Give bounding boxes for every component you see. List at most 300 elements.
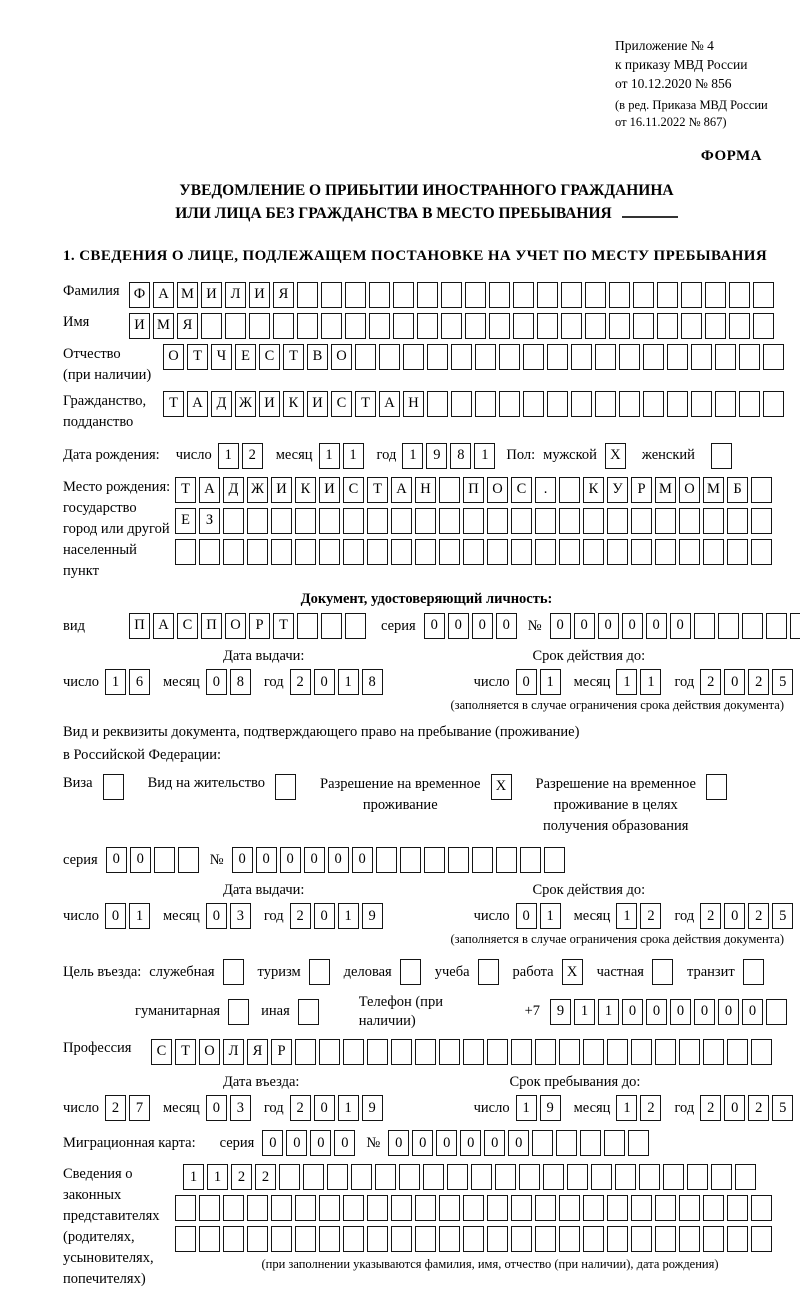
form-cell	[295, 539, 316, 565]
form-cell	[751, 1039, 772, 1065]
form-cell: Ж	[235, 391, 256, 417]
form-cell: 0	[496, 613, 517, 639]
form-cell: Я	[177, 313, 198, 339]
form-cell	[271, 508, 292, 534]
form-cell	[583, 1039, 604, 1065]
form-cell	[487, 1039, 508, 1065]
form-cell: Т	[187, 344, 208, 370]
doc-number-label: №	[527, 617, 542, 634]
form-cell	[703, 1195, 724, 1221]
surname-label: Фамилия	[63, 282, 120, 299]
form-cell: 0	[598, 613, 619, 639]
form-cell	[679, 1226, 700, 1252]
form-cell: 6	[129, 669, 150, 695]
form-cell	[343, 539, 364, 565]
form-cell: 1	[474, 443, 495, 469]
form-cell: 2	[700, 669, 721, 695]
form-cell	[472, 847, 493, 873]
stay-until-date: число 1 9 месяц 1 2 год 2 0 2 5	[474, 1095, 797, 1121]
form-cell: 0	[550, 613, 571, 639]
form-cell	[705, 282, 726, 308]
doc-issue-date: число 1 6 месяц 0 8 год 2 0 1 8	[63, 669, 386, 695]
form-cell: 1	[105, 669, 126, 695]
form-cell	[523, 344, 544, 370]
temp-residence-checkbox: X	[491, 774, 512, 800]
form-cell: Ч	[211, 344, 232, 370]
doc-series-cells	[424, 613, 520, 639]
form-cell	[729, 282, 750, 308]
form-cell: С	[331, 391, 352, 417]
form-cell	[763, 391, 784, 417]
form-cell	[679, 539, 700, 565]
migration-card-label: Миграционная карта:	[63, 1134, 196, 1151]
form-cell: 0	[508, 1130, 529, 1156]
form-cell: Т	[273, 613, 294, 639]
migration-series-label: серия	[219, 1134, 255, 1151]
form-cell: М	[177, 282, 198, 308]
form-cell: 1	[616, 669, 637, 695]
form-cell	[703, 1226, 724, 1252]
form-cell	[718, 613, 739, 639]
form-cell: Т	[163, 391, 184, 417]
form-cell: О	[487, 477, 508, 503]
sex-female-label: женский	[641, 447, 695, 464]
form-cell: 0	[424, 613, 445, 639]
form-cell	[583, 1226, 604, 1252]
form-cell: Т	[367, 477, 388, 503]
form-cell	[751, 1195, 772, 1221]
form-cell	[297, 282, 318, 308]
form-cell	[415, 508, 436, 534]
form-cell: 1	[338, 903, 359, 929]
form-cell: П	[201, 613, 222, 639]
legal-representatives-block	[63, 1164, 790, 1290]
form-cell: 0	[388, 1130, 409, 1156]
purpose-study-label: учеба	[434, 964, 470, 981]
form-cell	[379, 344, 400, 370]
form-cell	[271, 1226, 292, 1252]
option-residence-permit: Вид на жительство	[148, 774, 296, 800]
form-cell	[703, 539, 724, 565]
form-cell	[607, 1195, 628, 1221]
form-cell	[439, 539, 460, 565]
form-cell: 2	[290, 669, 311, 695]
form-cell	[631, 1195, 652, 1221]
form-cell	[657, 282, 678, 308]
sex-male-checkbox: X	[605, 443, 626, 469]
form-cell: Л	[223, 1039, 244, 1065]
form-cell	[451, 344, 472, 370]
form-cell	[583, 539, 604, 565]
doc-issue-day-cells	[105, 669, 153, 695]
form-cell	[471, 1164, 492, 1190]
form-cell	[633, 282, 654, 308]
temp-residence-education-checkbox	[706, 774, 727, 800]
name-cells	[129, 313, 777, 339]
form-cell: У	[607, 477, 628, 503]
stay-day-cells	[516, 1095, 564, 1121]
purpose-work-checkbox: X	[562, 959, 583, 985]
form-cell	[247, 539, 268, 565]
form-cell: 0	[670, 999, 691, 1025]
form-cell	[790, 613, 800, 639]
form-cell	[583, 508, 604, 534]
travel-dates-row	[63, 1095, 790, 1121]
profession-cells	[151, 1039, 775, 1065]
form-cell	[655, 539, 676, 565]
residence-dates-row	[63, 903, 790, 929]
visa-checkbox	[103, 774, 124, 800]
form-cell	[559, 539, 580, 565]
residence-valid-day-cells	[516, 903, 564, 929]
form-cell	[495, 1164, 516, 1190]
form-cell: 8	[362, 669, 383, 695]
form-cell	[345, 282, 366, 308]
purpose-private-checkbox	[652, 959, 673, 985]
form-cell: 9	[550, 999, 571, 1025]
form-cell: 2	[700, 903, 721, 929]
form-cell	[753, 313, 774, 339]
doc-valid-date: число 0 1 месяц 1 1 год 2 0 2 5	[474, 669, 797, 695]
form-cell	[475, 344, 496, 370]
form-cell	[487, 1195, 508, 1221]
form-cell	[711, 1164, 732, 1190]
patronymic-label: Отчество (при наличии)	[63, 345, 152, 383]
form-cell: И	[319, 477, 340, 503]
form-cell	[615, 1164, 636, 1190]
form-cell: Т	[283, 344, 304, 370]
form-cell	[631, 508, 652, 534]
form-cell	[391, 1039, 412, 1065]
form-cell	[439, 1039, 460, 1065]
form-cell: 9	[540, 1095, 561, 1121]
amendment-line: от 16.11.2022 № 867)	[615, 115, 727, 129]
form-cell: 7	[129, 1095, 150, 1121]
form-cell: 0	[262, 1130, 283, 1156]
entry-month-cells	[206, 1095, 254, 1121]
residence-series-label: серия	[63, 851, 98, 868]
form-cell: 0	[206, 669, 227, 695]
form-cell: 0	[724, 903, 745, 929]
form-cell	[766, 613, 787, 639]
purpose-official-label: служебная	[149, 964, 215, 981]
surname-cells	[129, 282, 777, 308]
form-cell	[391, 1195, 412, 1221]
form-cell	[175, 1226, 196, 1252]
title-line-1: УВЕДОМЛЕНИЕ О ПРИБЫТИИ ИНОСТРАННОГО ГРАЖДАНИНА	[179, 181, 674, 199]
stay-month-cells	[616, 1095, 664, 1121]
doc-dates-row	[63, 669, 790, 695]
page-title	[63, 180, 790, 225]
form-cell: 2	[748, 903, 769, 929]
form-cell	[247, 1195, 268, 1221]
form-cell	[247, 508, 268, 534]
appendix-line: Приложение № 4	[615, 38, 714, 53]
birth-day-cells	[218, 443, 266, 469]
form-cell	[547, 344, 568, 370]
form-cell	[667, 344, 688, 370]
amendment-reference	[615, 97, 790, 131]
residence-number-label: №	[209, 851, 224, 868]
form-cell	[513, 313, 534, 339]
form-cell: 0	[232, 847, 253, 873]
form-cell	[535, 1195, 556, 1221]
purpose-row	[63, 959, 790, 985]
section-1-heading: 1. СВЕДЕНИЯ О ЛИЦЕ, ПОДЛЕЖАЩЕМ ПОСТАНОВКЕ НА УЧЕТ ПО МЕСТУ ПРЕБЫВАНИЯ	[63, 247, 768, 264]
purpose-humanitarian-checkbox	[228, 999, 249, 1025]
form-cell	[319, 508, 340, 534]
form-cell	[523, 391, 544, 417]
residence-issue-month-cells	[206, 903, 254, 929]
form-cell: И	[249, 282, 270, 308]
form-cell	[391, 1226, 412, 1252]
form-cell: С	[343, 477, 364, 503]
doc-series-label: серия	[381, 617, 416, 634]
form-cell	[465, 282, 486, 308]
travel-date-headings	[63, 1073, 790, 1091]
form-cell	[513, 282, 534, 308]
form-cell	[691, 344, 712, 370]
purpose-tourism-label: туризм	[257, 964, 301, 981]
form-cell	[345, 313, 366, 339]
form-cell	[496, 847, 517, 873]
doc-date-headings	[63, 647, 790, 665]
form-cell	[303, 1164, 324, 1190]
form-cell	[679, 1195, 700, 1221]
residence-valid-heading: Срок действия до:	[532, 881, 646, 898]
identity-doc-row	[63, 613, 790, 639]
birth-place-labels: Место рождения: государство город или другой населенный пункт	[63, 478, 171, 579]
form-cell: В	[307, 344, 328, 370]
legal-representatives-cell-rows	[175, 1164, 775, 1273]
form-cell: 0	[724, 669, 745, 695]
form-cell	[367, 1039, 388, 1065]
legal-cells-3	[175, 1226, 775, 1252]
form-cell: Ф	[129, 282, 150, 308]
sex-label: Пол:	[506, 447, 536, 464]
form-cell: 2	[290, 1095, 311, 1121]
form-cell	[441, 313, 462, 339]
form-cell: О	[225, 613, 246, 639]
doc-issue-year-cells	[290, 669, 386, 695]
form-cell: О	[163, 344, 184, 370]
profession-row	[63, 1039, 790, 1065]
residence-intro-1: Вид и реквизиты документа, подтверждающего право на пребывание (проживание)	[63, 724, 580, 741]
legal-representatives-note: (при заполнении указываются фамилия, имя, отчество (при наличии), дата рождения)	[261, 1256, 719, 1271]
form-cell: К	[583, 477, 604, 503]
form-cell: 3	[230, 903, 251, 929]
form-cell	[667, 391, 688, 417]
form-cell	[595, 391, 616, 417]
form-cell	[663, 1164, 684, 1190]
birth-date-row	[63, 443, 790, 469]
form-cell	[753, 282, 774, 308]
form-cell: О	[199, 1039, 220, 1065]
form-cell: О	[331, 344, 352, 370]
sex-female-checkbox	[711, 443, 732, 469]
form-cell: 0	[314, 1095, 335, 1121]
form-cell: 1	[640, 669, 661, 695]
form-cell: 0	[105, 903, 126, 929]
form-cell	[643, 344, 664, 370]
form-cell	[367, 539, 388, 565]
form-cell	[607, 539, 628, 565]
profession-label: Профессия	[63, 1039, 132, 1056]
purpose-work-label: работа	[512, 964, 554, 981]
form-cell	[556, 1130, 577, 1156]
option-temp-residence-education: Разрешение на временное проживание в целях получения образования	[536, 774, 727, 837]
form-cell	[321, 282, 342, 308]
form-cell	[763, 344, 784, 370]
form-cell	[727, 1039, 748, 1065]
form-cell	[715, 344, 736, 370]
form-cell: 0	[646, 613, 667, 639]
form-cell	[463, 539, 484, 565]
form-cell: 8	[450, 443, 471, 469]
doc-issue-month-cells	[206, 669, 254, 695]
form-cell: Я	[247, 1039, 268, 1065]
form-cell	[679, 1039, 700, 1065]
stay-year-cells	[700, 1095, 796, 1121]
form-cell	[681, 282, 702, 308]
form-cell: 0	[574, 613, 595, 639]
form-cell	[544, 847, 565, 873]
form-cell	[499, 391, 520, 417]
form-cell: 2	[640, 903, 661, 929]
form-cell	[367, 508, 388, 534]
form-cell: А	[187, 391, 208, 417]
form-cell: 0	[334, 1130, 355, 1156]
form-cell	[343, 1226, 364, 1252]
migration-series-cells	[262, 1130, 358, 1156]
patronymic-cells	[163, 344, 787, 370]
form-cell	[567, 1164, 588, 1190]
form-cell: 2	[640, 1095, 661, 1121]
form-cell: 0	[694, 999, 715, 1025]
doc-valid-day-cells	[516, 669, 564, 695]
form-cell	[223, 508, 244, 534]
residence-issue-date: число 0 1 месяц 0 3 год 2 0 1 9	[63, 903, 386, 929]
form-cell: 1	[343, 443, 364, 469]
purpose-official-checkbox	[223, 959, 244, 985]
residence-issue-year-cells	[290, 903, 386, 929]
form-cell	[609, 282, 630, 308]
form-cell	[451, 391, 472, 417]
form-cell	[295, 1039, 316, 1065]
birth-month-cells	[319, 443, 367, 469]
form-cell	[735, 1164, 756, 1190]
patronymic-row	[63, 344, 790, 386]
form-cell: 0	[622, 999, 643, 1025]
residence-permit-checkbox	[275, 774, 296, 800]
form-cell: 0	[310, 1130, 331, 1156]
residence-options-row	[63, 774, 790, 837]
form-cell	[175, 539, 196, 565]
form-cell	[463, 1039, 484, 1065]
form-cell	[427, 344, 448, 370]
form-cell	[415, 539, 436, 565]
form-cell	[703, 508, 724, 534]
form-cell: 9	[426, 443, 447, 469]
form-cell	[643, 391, 664, 417]
form-cell	[223, 539, 244, 565]
form-cell	[375, 1164, 396, 1190]
form-cell	[319, 539, 340, 565]
form-cell: 1	[540, 903, 561, 929]
form-cell	[535, 1039, 556, 1065]
form-cell	[681, 313, 702, 339]
form-cell: А	[391, 477, 412, 503]
form-cell: 0	[206, 903, 227, 929]
form-cell	[571, 344, 592, 370]
form-cell	[559, 1226, 580, 1252]
form-cell: С	[511, 477, 532, 503]
form-cell	[321, 313, 342, 339]
sex-male-label: мужской	[543, 447, 597, 464]
form-cell	[415, 1226, 436, 1252]
form-cell	[751, 477, 772, 503]
appendix-line: к приказу МВД России	[615, 57, 748, 72]
form-cell	[511, 1195, 532, 1221]
doc-valid-year-cells	[700, 669, 796, 695]
form-cell	[199, 1195, 220, 1221]
form-cell	[369, 313, 390, 339]
form-cell	[439, 477, 460, 503]
residence-validity-note: (заполняется в случае ограничения срока действия документа)	[450, 931, 784, 946]
form-cell	[679, 508, 700, 534]
form-cell	[655, 1226, 676, 1252]
form-cell	[343, 508, 364, 534]
form-cell	[727, 1195, 748, 1221]
form-cell: 0	[718, 999, 739, 1025]
form-cell: 1	[616, 1095, 637, 1121]
residence-valid-month-cells	[616, 903, 664, 929]
form-cell: 2	[242, 443, 263, 469]
form-cell: З	[199, 508, 220, 534]
form-cell	[604, 1130, 625, 1156]
form-cell: 0	[130, 847, 151, 873]
form-cell	[559, 508, 580, 534]
form-cell: 1	[402, 443, 423, 469]
migration-number-cells	[388, 1130, 652, 1156]
form-cell	[585, 282, 606, 308]
doc-type-cells	[129, 613, 369, 639]
birth-place-cells-3	[175, 539, 775, 565]
form-cell	[639, 1164, 660, 1190]
form-cell	[519, 1164, 540, 1190]
form-cell	[178, 847, 199, 873]
form-cell	[535, 539, 556, 565]
form-cell	[448, 847, 469, 873]
form-cell: 1	[540, 669, 561, 695]
form-cell	[297, 313, 318, 339]
form-cell: 5	[772, 1095, 793, 1121]
form-cell	[463, 1195, 484, 1221]
purpose-transit-checkbox	[743, 959, 764, 985]
form-cell	[399, 1164, 420, 1190]
citizenship-label: Гражданство, подданство	[63, 392, 147, 430]
form-cell	[499, 344, 520, 370]
form-cell: 9	[362, 903, 383, 929]
form-cell	[655, 1039, 676, 1065]
form-cell: 2	[290, 903, 311, 929]
doc-number-cells	[550, 613, 800, 639]
form-cell	[271, 1195, 292, 1221]
identity-doc-heading: Документ, удостоверяющий личность:	[300, 590, 553, 607]
form-cell	[393, 282, 414, 308]
form-cell	[351, 1164, 372, 1190]
form-cell: 0	[352, 847, 373, 873]
